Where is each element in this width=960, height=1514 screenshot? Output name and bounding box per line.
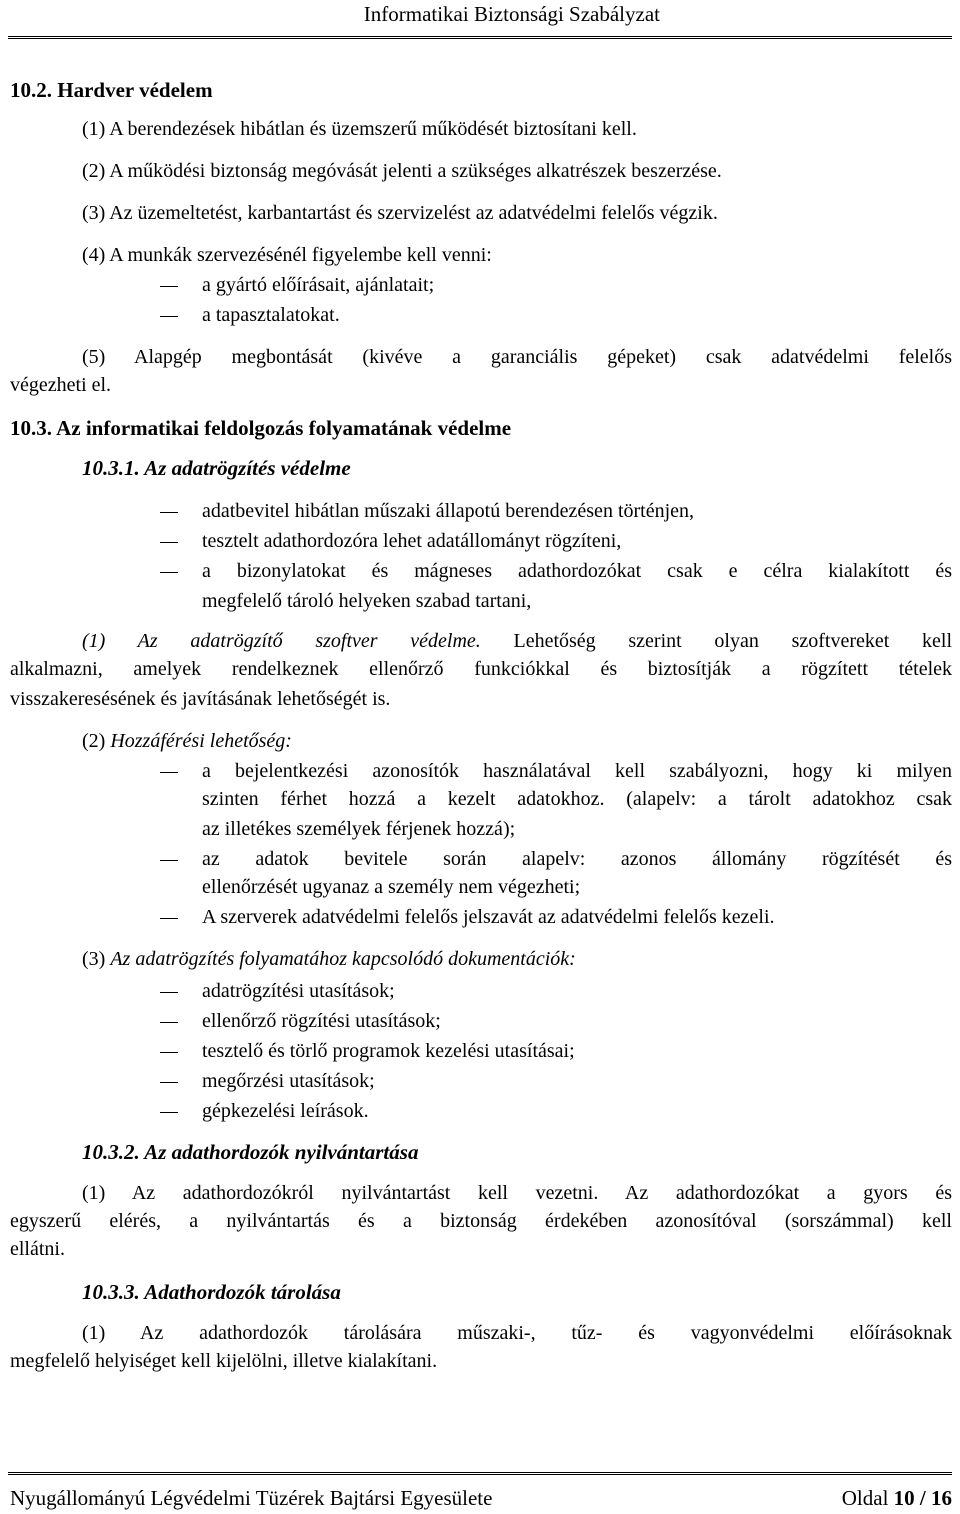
list-item: [202, 848, 952, 871]
list-item: gépkezelési leírások.: [202, 1100, 369, 1122]
italic-heading: Az adatrögzítés folyamatához kapcsolódó dokumentációk:: [110, 948, 576, 970]
list-dash: [160, 1052, 178, 1053]
paragraph-10-2-5: [10, 346, 952, 369]
paragraph-10-3-3-1: [82, 1322, 952, 1345]
footer-organization: Nyugállományú Légvédelmi Tüzérek Bajtársi Egyesülete: [10, 1486, 493, 1510]
list-item: [202, 788, 952, 811]
section-heading-10-2: 10.2. Hardver védelem: [10, 78, 213, 102]
italic-lead: (1) Az adatrögzítő szoftver védelme.: [82, 630, 481, 652]
paragraph-text: Lehetőség szerint olyan szoftvereket kell: [480, 630, 952, 652]
paragraph-lead: (3): [82, 948, 111, 970]
list-dash: [160, 1022, 178, 1023]
section-heading-10-3-3: 10.3.3. Adathordozók tárolása: [82, 1280, 341, 1304]
paragraph-line: ellátni.: [10, 1238, 65, 1260]
list-dash: [160, 772, 178, 773]
list-item-line: a bejelentkezési azonosítók használatával kell szabályozni, hogy ki milyen: [202, 760, 952, 782]
section-heading-10-3: 10.3. Az informatikai feldolgozás folyamatának védelme: [10, 416, 512, 440]
list-item: megőrzési utasítások;: [202, 1070, 375, 1092]
section-heading-10-3-2: 10.3.2. Az adathordozók nyilvántartása: [82, 1140, 419, 1164]
paragraph-line: (1) Az adathordozókról nyilvántartást kell vezetni. Az adathordozókat a gyors és: [82, 1182, 952, 1204]
footer-rule: [8, 1472, 952, 1477]
list-item: adatrögzítési utasítások;: [202, 980, 395, 1002]
list-item-line: a bizonylatokat és mágneses adathordozókat csak e célra kialakított és: [202, 560, 952, 582]
list-item: a gyártó előírásait, ajánlatait;: [202, 274, 435, 296]
list-dash: [160, 1112, 178, 1113]
paragraph-line: visszakeresésének és javításának lehetőségét is.: [10, 688, 391, 710]
list-item-line: az illetékes személyek férjenek hozzá);: [202, 818, 516, 840]
italic-heading: Hozzáférési lehetőség:: [110, 730, 292, 752]
list-item-line: szinten férhet hozzá a kezelt adatokhoz. (alapelv: a tárolt adatokhoz csak: [202, 788, 952, 810]
paragraph-10-3-2-1: [82, 1182, 952, 1205]
paragraph-10-3-1-3: [82, 948, 576, 971]
paragraph-line: [10, 1210, 952, 1233]
list-item: A szerverek adatvédelmi felelős jelszavát az adatvédelmi felelős kezeli.: [202, 906, 775, 928]
list-dash: [160, 512, 178, 513]
list-item: [202, 560, 952, 583]
document-header-title: Informatikai Biztonsági Szabályzat: [363, 2, 660, 26]
list-dash: [160, 1082, 178, 1083]
list-dash: [160, 286, 178, 287]
list-item: tesztelő és törlő programok kezelési utasításai;: [202, 1040, 575, 1062]
list-dash: [160, 992, 178, 993]
paragraph-10-2-4: (4) A munkák szervezésénél figyelembe kell venni:: [82, 244, 492, 266]
list-item: a tapasztalatokat.: [202, 304, 340, 326]
section-heading-10-3-1: 10.3.1. Az adatrögzítés védelme: [82, 456, 351, 480]
page-separator: /: [914, 1486, 931, 1510]
paragraph-10-2-1: (1) A berendezések hibátlan és üzemszerű működését biztosítani kell.: [82, 118, 637, 140]
paragraph-10-3-1-1: [82, 630, 952, 653]
list-item-line: ellenőrzését ugyanaz a személy nem végezheti;: [202, 876, 581, 898]
list-item: [202, 760, 952, 783]
paragraph-line: [10, 658, 952, 681]
list-item-line: megfelelő tároló helyeken szabad tartani,: [202, 590, 532, 612]
paragraph-10-2-3: (3) Az üzemeltetést, karbantartást és szervizelést az adatvédelmi felelős végzik.: [82, 202, 718, 224]
paragraph-lead: (2): [82, 730, 111, 752]
list-dash: [160, 860, 178, 861]
page-label: Oldal: [841, 1486, 894, 1510]
list-dash: [160, 542, 178, 543]
paragraph-line-text: egyszerű elérés, a nyilvántartás és a biztonság érdekében azonosítóval (sorszámmal) kell: [10, 1210, 952, 1232]
list-dash: [160, 572, 178, 573]
page-total: 16: [931, 1486, 952, 1510]
list-item: tesztelt adathordozóra lehet adatállományt rögzíteni,: [202, 530, 622, 552]
page-current: 10: [893, 1486, 915, 1510]
paragraph-line-text: alkalmazni, amelyek rendelkeznek ellenőrző funkciókkal és biztosítják a rögzített tételek: [10, 658, 952, 680]
list-dash: [160, 918, 178, 919]
paragraph-line: (1) Az adathordozók tárolására műszaki-, tűz- és vagyonvédelmi előírásoknak: [82, 1322, 952, 1344]
paragraph-10-2-2: (2) A működési biztonság megóvását jelenti a szükséges alkatrészek beszerzése.: [82, 160, 722, 182]
paragraph-line: végezheti el.: [10, 374, 112, 396]
header-rule: [8, 36, 952, 41]
list-item: ellenőrző rögzítési utasítások;: [202, 1010, 441, 1032]
paragraph-line: (5) Alapgép megbontását (kivéve a garanciális gépeket) csak adatvédelmi felelős: [82, 346, 952, 368]
paragraph-10-3-1-2: [82, 730, 292, 753]
paragraph-line: megfelelő helyiséget kell kijelölni, illetve kialakítani.: [10, 1350, 438, 1372]
footer-page-number: [842, 1486, 952, 1511]
list-dash: [160, 316, 178, 317]
list-item-line: az adatok bevitele során alapelv: azonos állomány rögzítését és: [202, 848, 952, 870]
list-item: adatbevitel hibátlan műszaki állapotú berendezésen történjen,: [202, 500, 695, 522]
paragraph-line: [82, 630, 952, 653]
